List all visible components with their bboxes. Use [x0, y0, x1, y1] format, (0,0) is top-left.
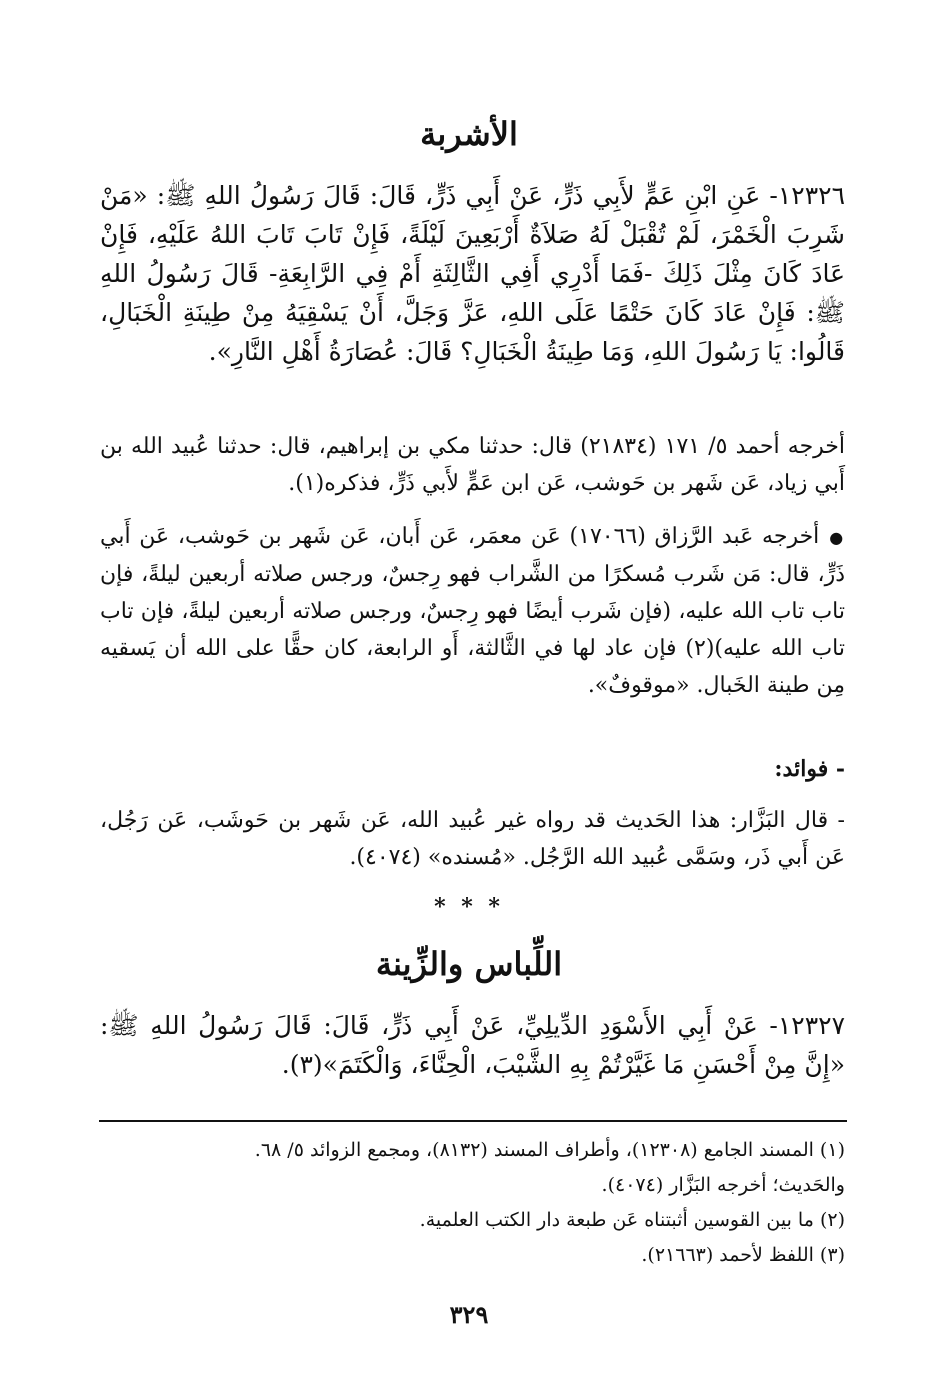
- hadith-12327: ١٢٣٢٧- عَنْ أَبِي الأَسْوَدِ الدِّيلِيِّ، عَنْ أَبِي ذَرٍّ، قَالَ: قَالَ رَسُولُ اللهِ ﷺ: «إِنَّ مِنْ أَحْسَنِ مَا غَيَّرْتُمْ بِهِ الشَّيْبَ، الْحِنَّاءَ، وَالْكَتَمَ»(٣).: [100, 1011, 845, 1079]
- footnote-3: (٣) اللفظ لأحمد (٢١٦٦٣).: [641, 1244, 845, 1266]
- bullet-dot-icon: [819, 524, 845, 549]
- takhrij-ahmad: أخرجه أحمد ٥/ ١٧١ (٢١٨٣٤) قال: حدثنا مكي بن إبراهيم، قال: حدثنا عُبيد الله بن أَبي زياد، عَن شَهر بن حَوشب، عَن ابن عَمٍّ لأَبي ذَرٍّ، فذكره(١).: [100, 434, 846, 496]
- section-title-drinks: الأشربة: [420, 115, 518, 153]
- takhrij-abdurrazzaq-text: أخرجه عَبد الرَّزاق (١٧٠٦٦) عَن معمَر، عَن أَبان، عَن شَهر بن حَوشب، عَن أَبي ذَرٍّ، قال: مَن شَرب مُسكرًا من الشَّراب فهو رِجسٌ، ورجس صلاته أربعين ليلةً، فإن تاب تاب الله عليه، (فإن شَرب أيضًا فهو رِجسٌ، ورجس صلاته أربعين ليلةً، فإن تاب تاب الله عليه)(٢) فإن عاد لها في الثَّالثة، أَو الرابعة، كان حقًّا على الله أن يَسقيه مِن طينة الخَبال. «موقوفٌ».: [100, 524, 845, 698]
- footnote-1-continuation: والحَديث؛ أخرجه البَزَّار (٤٠٧٤).: [601, 1174, 845, 1196]
- takhrij-abdurrazzaq: [100, 518, 845, 704]
- footnote-separator: [99, 1120, 847, 1122]
- fawaid-text: - قال البَزَّار: هذا الحَديث قد رواه غير عُبيد الله، عَن شَهر بن حَوشَب، عَن رَجُل، عَن أَبي ذَر، وسَمَّى عُبيد الله الرَّجُل. «مُسنده» (٤٠٧٤).: [100, 808, 845, 870]
- hadith-12326: ١٢٣٢٦- عَنِ ابْنِ عَمٍّ لأَبِي ذَرٍّ، عَنْ أَبِي ذَرٍّ، قَالَ: قَالَ رَسُولُ اللهِ ﷺ: «مَنْ شَرِبَ الْخَمْرَ، لَمْ تُقْبَلْ لَهُ صَلاَةٌ أَرْبَعِينَ لَيْلَةً، فَإِنْ تَابَ تَابَ اللهُ عَلَيْهِ، فَإِنْ عَادَ كَانَ مِثْلَ ذَلِكَ -فَمَا أَدْرِي أَفِي الثَّالِثَةِ أَمْ فِي الرَّابِعَةِ- قَالَ رَسُولُ اللهِ ﷺ: فَإِنْ عَادَ كَانَ حَتْمًا عَلَى اللهِ، عَزَّ وَجَلَّ، أَنْ يَسْقِيَهُ مِنْ طِينَةِ الْخَبَالِ، قَالُوا: يَا رَسُولَ اللهِ، وَمَا طِينَةُ الْخَبَالِ؟ قَالَ: عُصَارَةُ أَهْلِ النَّارِ».: [100, 181, 845, 366]
- section-separator-stars: * * *: [434, 894, 504, 920]
- footnote-2: (٢) ما بين القوسين أثبتناه عَن طبعة دار الكتب العلمية.: [419, 1209, 845, 1231]
- section-title-clothing: اللِّباس والزِّينة: [375, 945, 563, 983]
- page-number: ٣٢٩: [449, 1300, 489, 1329]
- fawaid-label: - فوائد:: [774, 756, 845, 782]
- footnote-1: (١) المسند الجامع (١٢٣٠٨)، وأطراف المسند (٨١٣٢)، ومجمع الزوائد ٥/ ٦٨.: [254, 1139, 845, 1161]
